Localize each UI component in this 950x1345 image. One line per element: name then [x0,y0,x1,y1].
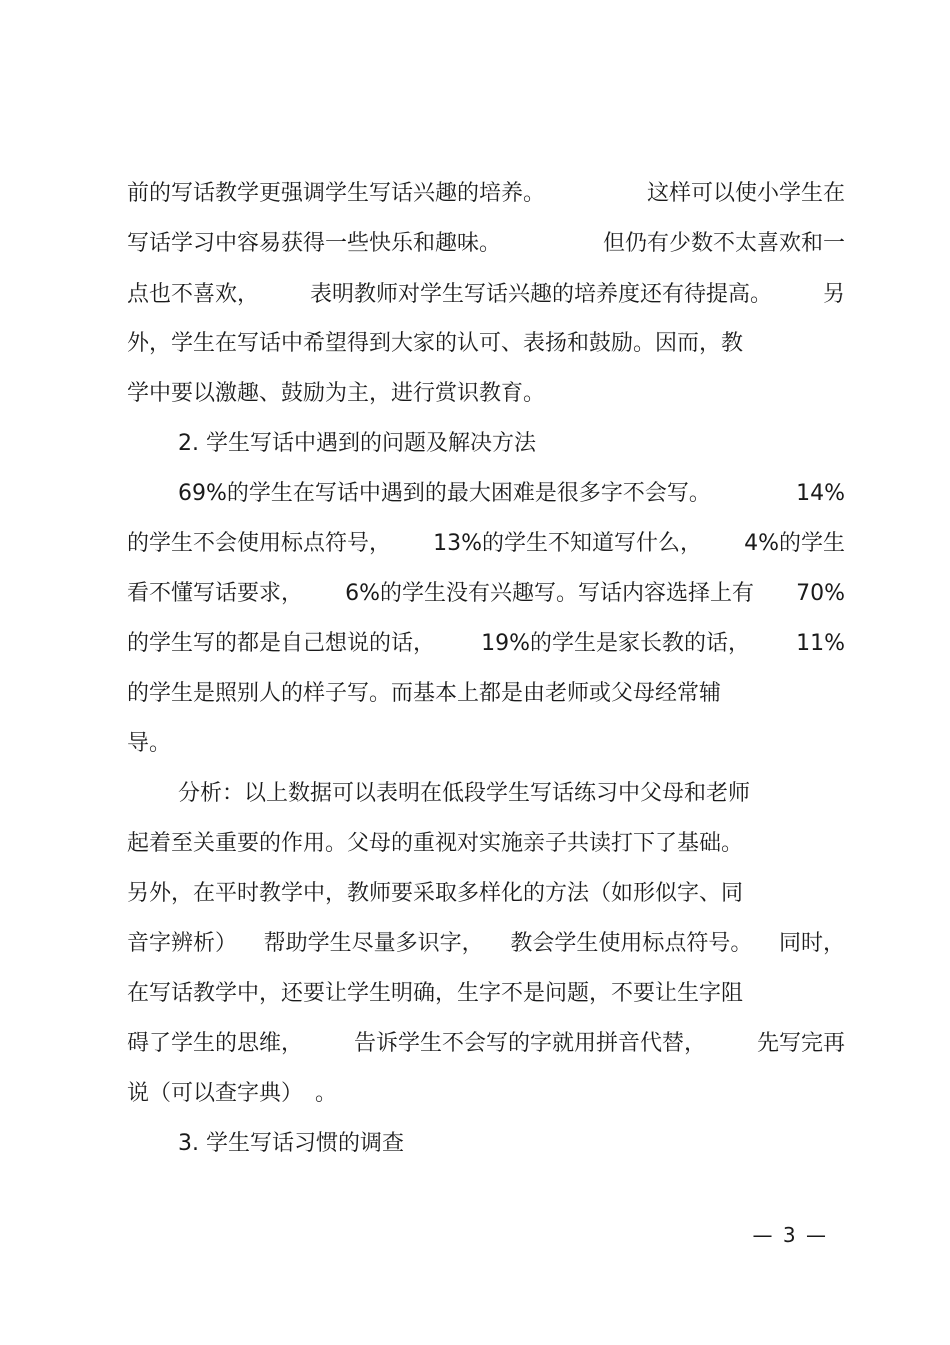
text-line [127,731,845,757]
text-segment: 的学生不会使用标点符号， [127,531,392,556]
text-segment: 在写话教学中，还要让学生明确，生字不是问题，不要让生字阻 [127,981,744,1006]
text-line [127,831,845,857]
heading-text: 2. 学生写话中遇到的问题及解决方法 [178,431,536,456]
text-segment: 导。 [127,731,172,756]
text-segment: 碍了学生的思维， [127,1031,304,1056]
text-line [127,681,845,707]
text-line [127,581,845,607]
text-segment: 音字辨析） [127,931,238,956]
text-segment: 教会学生使用标点符号。 [510,931,753,956]
text-line [127,931,845,957]
section-heading [178,431,845,457]
text-segment: 先写完再 [756,1031,845,1056]
text-segment: 69%的学生在写话中遇到的最大困难是很多字不会写。 [178,481,711,506]
text-segment: 19%的学生是家长教的话， [481,631,750,656]
text-segment: 另外，在平时教学中，教师要采取多样化的方法（如形似字、同 [127,881,744,906]
text-line [127,331,845,357]
section-heading [178,1131,845,1157]
text-segment: 13%的学生不知道写什么， [433,531,702,556]
text-line [178,781,845,807]
text-line [127,381,845,407]
text-segment: 表明教师对学生写话兴趣的培养度还有待提高。 [309,282,772,307]
text-line [127,181,845,207]
text-segment: 外，学生在写话中希望得到大家的认可、表扬和鼓励。因而，教 [127,331,744,356]
text-segment: 11% [796,631,845,656]
text-segment: 同时， [778,931,845,956]
text-segment: 说（可以查字典） [127,1081,304,1106]
text-segment: 前的写话教学更强调学生写话兴趣的培养。 [127,181,546,206]
text-segment: 70% [796,581,845,606]
text-line [127,1081,845,1107]
heading-text: 3. 学生写话习惯的调查 [178,1131,404,1156]
text-segment: 学中要以激趣、鼓励为主，进行赏识教育。 [127,381,546,406]
text-segment: 6%的学生没有兴趣写。写话内容选择上有 [345,581,754,606]
text-line [127,282,845,308]
text-segment: 4%的学生 [744,531,845,556]
text-segment: 分析：以上数据可以表明在低段学生写话练习中父母和老师 [178,781,751,806]
text-segment: 写话学习中容易获得一些快乐和趣味。 [127,231,502,256]
text-line [178,481,845,507]
text-line [127,531,845,557]
text-segment: 点也不喜欢， [127,282,260,307]
text-segment: 。 [315,1081,338,1106]
text-segment: 但仍有少数不太喜欢和一 [602,231,845,256]
text-segment: 告诉学生不会写的字就用拼音代替， [353,1031,706,1056]
text-line [127,881,845,907]
text-segment: 14% [796,481,845,506]
text-line [127,981,845,1007]
text-segment: 这样可以使小学生在 [646,181,845,206]
text-segment: 起着至关重要的作用。父母的重视对实施亲子共读打下了基础。 [127,831,744,856]
text-segment: 另 [822,282,845,307]
text-line [127,231,845,257]
text-segment: 看不懂写话要求， [127,581,304,606]
text-segment: 帮助学生尽量多识字， [263,931,484,956]
text-segment: 的学生是照别人的样子写。而基本上都是由老师或父母经常辅 [127,681,722,706]
text-segment: 的学生写的都是自己想说的话， [127,631,436,656]
text-line [127,1031,845,1057]
text-line [127,631,845,657]
page-number: — 3 — [752,1223,828,1247]
